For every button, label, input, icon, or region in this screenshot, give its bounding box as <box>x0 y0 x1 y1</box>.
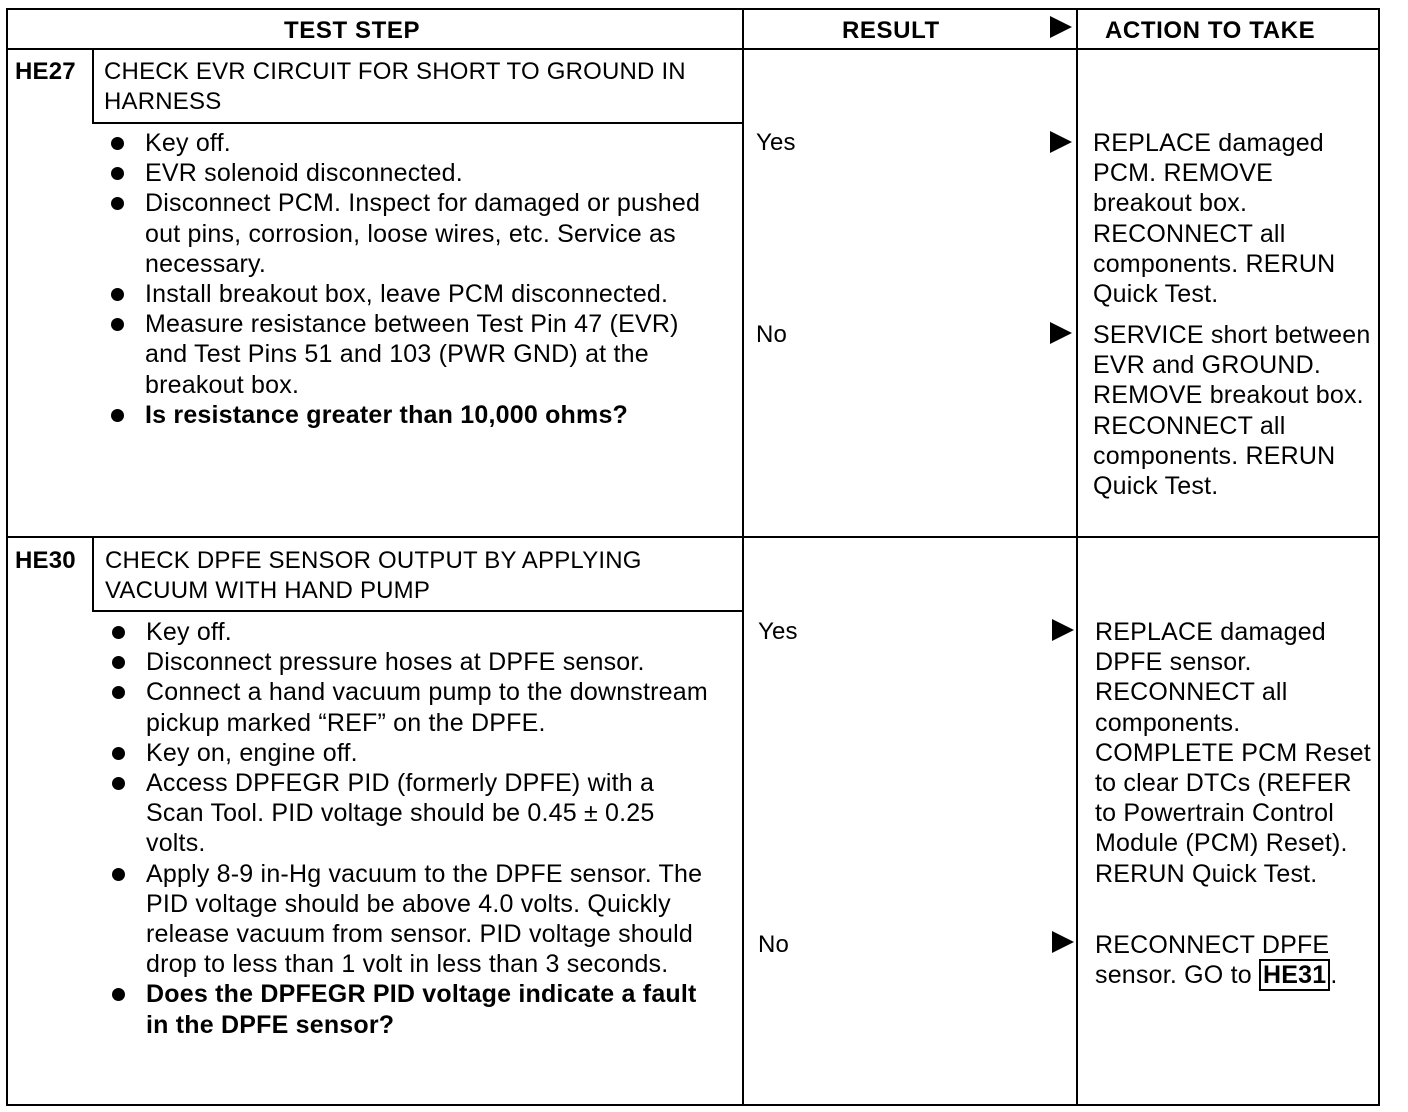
step-question: Is resistance greater than 10,000 ohms? <box>105 400 717 430</box>
result-yes: Yes <box>758 618 798 645</box>
bullet-icon <box>111 318 124 331</box>
bullet-icon <box>112 777 125 790</box>
title-underline-he30 <box>92 610 744 612</box>
step-list <box>105 128 717 430</box>
result-arrow-icon <box>1050 322 1072 344</box>
header-test-step: TEST STEP <box>284 17 421 44</box>
bullet-icon <box>112 656 125 669</box>
result-arrow-icon <box>1052 619 1074 641</box>
list-item: Key off. <box>105 128 717 158</box>
bullet-icon <box>112 988 125 1001</box>
list-item: Install breakout box, leave PCM disconnected. <box>105 279 717 309</box>
header-arrow-icon <box>1050 16 1072 38</box>
header-action: ACTION TO TAKE <box>1105 17 1316 44</box>
list-item: Access DPFEGR PID (formerly DPFE) with a Scan Tool. PID voltage should be 0.45 ± 0.25 volts. <box>106 768 718 859</box>
step-title: CHECK DPFE SENSOR OUTPUT BY APPLYING VACUUM WITH HAND PUMP <box>105 547 642 604</box>
step-reference-link[interactable]: HE31 <box>1259 959 1330 991</box>
list-item: Disconnect PCM. Inspect for damaged or pushed out pins, corrosion, loose wires, etc. Service as necessary. <box>105 188 717 279</box>
action-text: SERVICE short between EVR and GROUND. REMOVE breakout box. RECONNECT all components. RERUN Quick Test. <box>1093 321 1371 501</box>
bullet-icon <box>112 686 125 699</box>
step-code: HE30 <box>15 547 76 574</box>
action-text: REPLACE damaged DPFE sensor. RECONNECT all components. COMPLETE PCM Reset to clear DTCs (REFER to Powertrain Control Module (PCM) Reset). RERUN Quick Test. <box>1095 618 1371 888</box>
header-result: RESULT <box>842 17 940 44</box>
bullet-icon <box>111 288 124 301</box>
column-divider-result-action <box>1076 10 1078 1104</box>
list-item: Key on, engine off. <box>106 738 718 768</box>
list-item: Disconnect pressure hoses at DPFE sensor. <box>106 647 718 677</box>
list-item: Apply 8-9 in-Hg vacuum to the DPFE sensor. The PID voltage should be above 4.0 volts. Quickly release vacuum from sensor. PID voltage should drop to less than 1 volt in less than 3 seconds. <box>106 859 718 980</box>
step-title: CHECK EVR CIRCUIT FOR SHORT TO GROUND IN HARNESS <box>104 58 686 115</box>
step-list <box>106 617 718 1040</box>
bullet-icon <box>111 409 124 422</box>
step-code: HE27 <box>15 58 76 85</box>
bullet-icon <box>112 868 125 881</box>
bullet-icon <box>112 626 125 639</box>
result-yes: Yes <box>756 129 796 156</box>
list-item: Measure resistance between Test Pin 47 (EVR) and Test Pins 51 and 103 (PWR GND) at the breakout box. <box>105 309 717 400</box>
result-arrow-icon <box>1052 931 1074 953</box>
column-divider-test-result <box>742 10 744 1104</box>
bullet-icon <box>111 137 124 150</box>
code-divider-he30 <box>92 538 94 610</box>
result-arrow-icon <box>1050 131 1072 153</box>
list-item: EVR solenoid disconnected. <box>105 158 717 188</box>
section-divider <box>8 536 1378 538</box>
step-question: Does the DPFEGR PID voltage indicate a fault in the DPFE sensor? <box>106 979 718 1039</box>
result-no: No <box>758 931 790 958</box>
bullet-icon <box>111 197 124 210</box>
bullet-icon <box>112 747 125 760</box>
header-divider <box>8 48 1378 50</box>
result-no: No <box>756 321 788 348</box>
action-text: REPLACE damaged PCM. REMOVE breakout box. RECONNECT all components. RERUN Quick Test. <box>1093 129 1336 309</box>
list-item: Key off. <box>106 617 718 647</box>
title-underline-he27 <box>92 122 744 124</box>
bullet-icon <box>111 167 124 180</box>
code-divider-he27 <box>92 48 94 122</box>
list-item: Connect a hand vacuum pump to the downstream pickup marked “REF” on the DPFE. <box>106 677 718 737</box>
action-text: RECONNECT DPFE sensor. GO to HE31 . <box>1095 931 1338 990</box>
